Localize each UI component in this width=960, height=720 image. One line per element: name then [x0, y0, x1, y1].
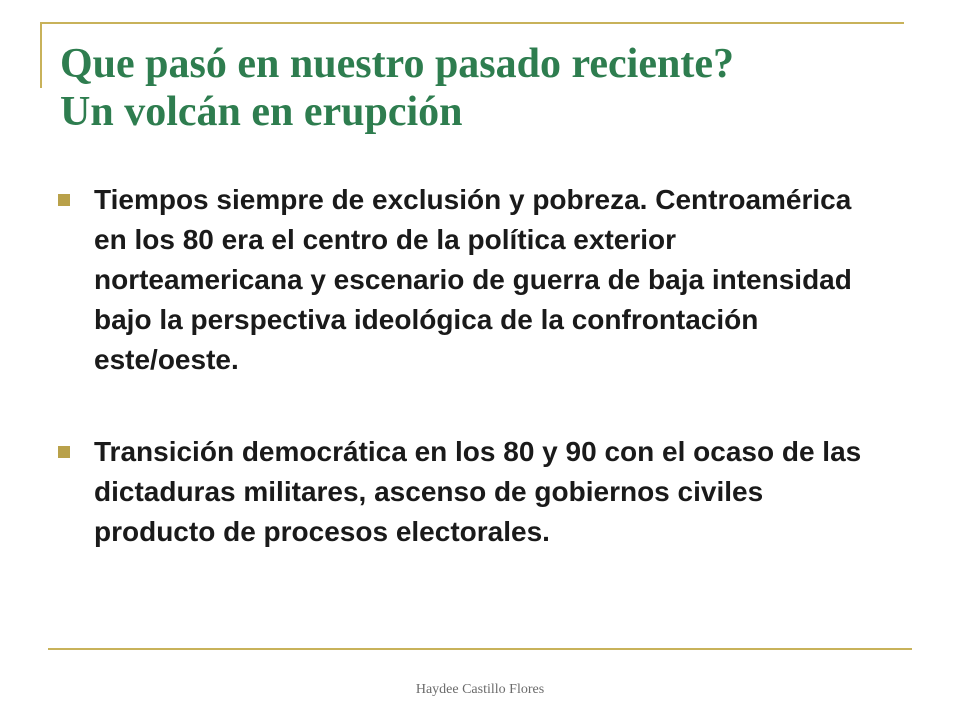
slide-title-line-2: Un volcán en erupción: [60, 89, 463, 135]
bottom-rule: [48, 648, 912, 650]
left-rule: [40, 22, 42, 88]
bullet-item: [58, 180, 878, 380]
bullet-text: Transición democrática en los 80 y 90 con el ocaso de las dictaduras militares, ascenso de gobiernos civiles producto de procesos electorales.: [94, 436, 862, 547]
square-bullet-icon: [58, 194, 70, 206]
slide-title: [60, 40, 920, 136]
top-rule: [40, 22, 904, 24]
bullet-item: [58, 432, 878, 552]
slide-title-line-1: Que pasó en nuestro pasado reciente?: [60, 41, 734, 87]
bullet-text: Tiempos siempre de exclusión y pobreza. Centroamérica en los 80 era el centro de la política exterior norteamericana y escenario de guerra de baja intensidad bajo la perspectiva ideológica de la confrontación este/oeste.: [94, 184, 852, 375]
bullet-list: [58, 180, 878, 552]
square-bullet-icon: [58, 446, 70, 458]
footer-author: Haydee Castillo Flores: [415, 682, 545, 697]
